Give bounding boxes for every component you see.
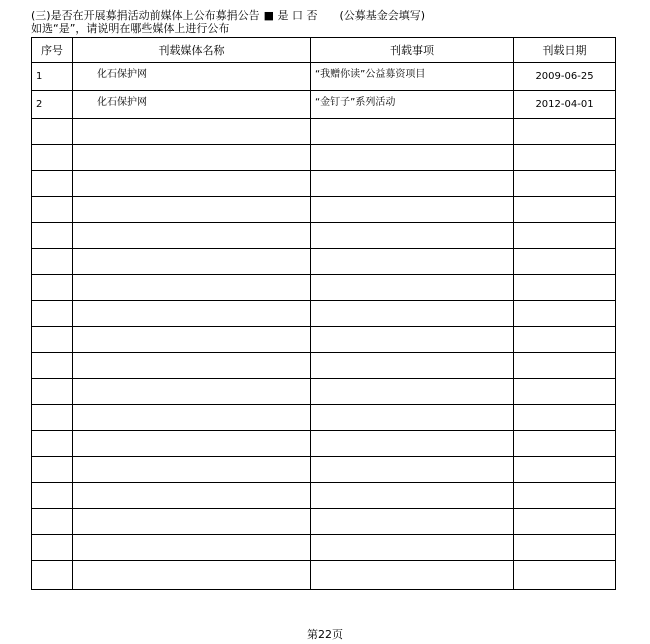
cell-item-blank xyxy=(311,535,514,561)
cell-media-blank xyxy=(73,119,311,145)
cell-item-blank xyxy=(311,249,514,275)
cell-date-blank xyxy=(514,275,616,301)
table-row-blank xyxy=(32,457,616,483)
cell-date-blank xyxy=(514,301,616,327)
cell-seq-blank xyxy=(32,535,73,561)
table-row-blank xyxy=(32,223,616,249)
table-body xyxy=(32,63,616,590)
table-row-blank xyxy=(32,301,616,327)
cell-seq: 2 xyxy=(32,91,73,119)
cell-date-blank xyxy=(514,327,616,353)
cell-seq-blank xyxy=(32,301,73,327)
cell-item-blank xyxy=(311,145,514,171)
cell-media-blank xyxy=(73,457,311,483)
yes-label: 是 xyxy=(277,9,289,22)
cell-date-blank xyxy=(514,483,616,509)
cell-seq-blank xyxy=(32,249,73,275)
yes-checkbox: ■ xyxy=(263,9,274,22)
cell-item-blank xyxy=(311,509,514,535)
cell-seq-blank xyxy=(32,327,73,353)
cell-seq-blank xyxy=(32,431,73,457)
cell-seq-blank xyxy=(32,379,73,405)
table-row xyxy=(32,91,616,119)
cell-seq-blank xyxy=(32,353,73,379)
cell-seq-blank xyxy=(32,483,73,509)
cell-item-blank xyxy=(311,457,514,483)
cell-media-blank xyxy=(73,379,311,405)
cell-media-blank xyxy=(73,483,311,509)
column-header-media: 刊载媒体名称 xyxy=(73,38,311,63)
table-row-blank xyxy=(32,561,616,590)
table-row-blank xyxy=(32,509,616,535)
table-row-blank xyxy=(32,431,616,457)
media-table xyxy=(31,37,616,590)
cell-date-blank xyxy=(514,535,616,561)
cell-item: “金钉子”系列活动 xyxy=(311,91,514,119)
cell-date-blank xyxy=(514,379,616,405)
cell-seq-blank xyxy=(32,119,73,145)
cell-media-blank xyxy=(73,171,311,197)
cell-date-blank xyxy=(514,431,616,457)
cell-date-blank xyxy=(514,353,616,379)
cell-date-blank xyxy=(514,457,616,483)
cell-date-blank xyxy=(514,509,616,535)
cell-media-blank xyxy=(73,353,311,379)
cell-date-blank xyxy=(514,405,616,431)
column-header-date: 刊载日期 xyxy=(514,38,616,63)
table-row-blank xyxy=(32,119,616,145)
table-row-blank xyxy=(32,483,616,509)
cell-media-blank xyxy=(73,535,311,561)
cell-media-blank xyxy=(73,405,311,431)
cell-date-blank xyxy=(514,561,616,590)
note-text: (公募基金会填写) xyxy=(339,9,426,22)
cell-seq-blank xyxy=(32,561,73,590)
cell-item-blank xyxy=(311,119,514,145)
table-row xyxy=(32,63,616,91)
cell-media-blank xyxy=(73,275,311,301)
instruction-line: 如选“是”，请说明在哪些媒体上进行公布 xyxy=(31,22,230,35)
table-header-row xyxy=(32,38,616,63)
table-row-blank xyxy=(32,197,616,223)
table-row-blank xyxy=(32,171,616,197)
cell-item-blank xyxy=(311,171,514,197)
table-row-blank xyxy=(32,379,616,405)
cell-date-blank xyxy=(514,171,616,197)
cell-item-blank xyxy=(311,197,514,223)
cell-date-blank xyxy=(514,223,616,249)
table-row-blank xyxy=(32,405,616,431)
no-label: 否 xyxy=(306,9,318,22)
cell-item-blank xyxy=(311,379,514,405)
cell-seq-blank xyxy=(32,405,73,431)
cell-media: 化石保护网 xyxy=(73,63,311,91)
cell-media-blank xyxy=(73,249,311,275)
cell-date: 2009-06-25 xyxy=(514,63,616,91)
cell-date-blank xyxy=(514,145,616,171)
cell-date-blank xyxy=(514,119,616,145)
cell-media-blank xyxy=(73,327,311,353)
cell-seq-blank xyxy=(32,145,73,171)
cell-seq-blank xyxy=(32,509,73,535)
table-row-blank xyxy=(32,249,616,275)
cell-seq-blank xyxy=(32,171,73,197)
cell-item-blank xyxy=(311,431,514,457)
cell-item-blank xyxy=(311,327,514,353)
cell-media-blank xyxy=(73,301,311,327)
cell-seq-blank xyxy=(32,275,73,301)
table-row-blank xyxy=(32,353,616,379)
cell-date-blank xyxy=(514,249,616,275)
cell-media-blank xyxy=(73,223,311,249)
cell-item-blank xyxy=(311,353,514,379)
cell-media-blank xyxy=(73,431,311,457)
question-line xyxy=(31,9,425,22)
table-row-blank xyxy=(32,535,616,561)
cell-media-blank xyxy=(73,145,311,171)
cell-seq-blank xyxy=(32,457,73,483)
cell-media-blank xyxy=(73,561,311,590)
cell-media: 化石保护网 xyxy=(73,91,311,119)
cell-date-blank xyxy=(514,197,616,223)
cell-item-blank xyxy=(311,561,514,590)
table-row-blank xyxy=(32,327,616,353)
no-checkbox: 口 xyxy=(292,9,303,22)
column-header-item: 刊载事项 xyxy=(311,38,514,63)
column-header-seq: 序号 xyxy=(32,38,73,63)
cell-item-blank xyxy=(311,223,514,249)
cell-seq-blank xyxy=(32,223,73,249)
cell-media-blank xyxy=(73,197,311,223)
page-number: 第22页 xyxy=(307,628,343,641)
table-row-blank xyxy=(32,275,616,301)
table-row-blank xyxy=(32,145,616,171)
cell-item-blank xyxy=(311,405,514,431)
question-text: (三)是否在开展募捐活动前媒体上公布募捐公告 xyxy=(31,9,260,22)
cell-item-blank xyxy=(311,275,514,301)
cell-item-blank xyxy=(311,301,514,327)
cell-date: 2012-04-01 xyxy=(514,91,616,119)
cell-seq: 1 xyxy=(32,63,73,91)
cell-item: “我赠你读”公益募资项目 xyxy=(311,63,514,91)
cell-item-blank xyxy=(311,483,514,509)
cell-media-blank xyxy=(73,509,311,535)
cell-seq-blank xyxy=(32,197,73,223)
